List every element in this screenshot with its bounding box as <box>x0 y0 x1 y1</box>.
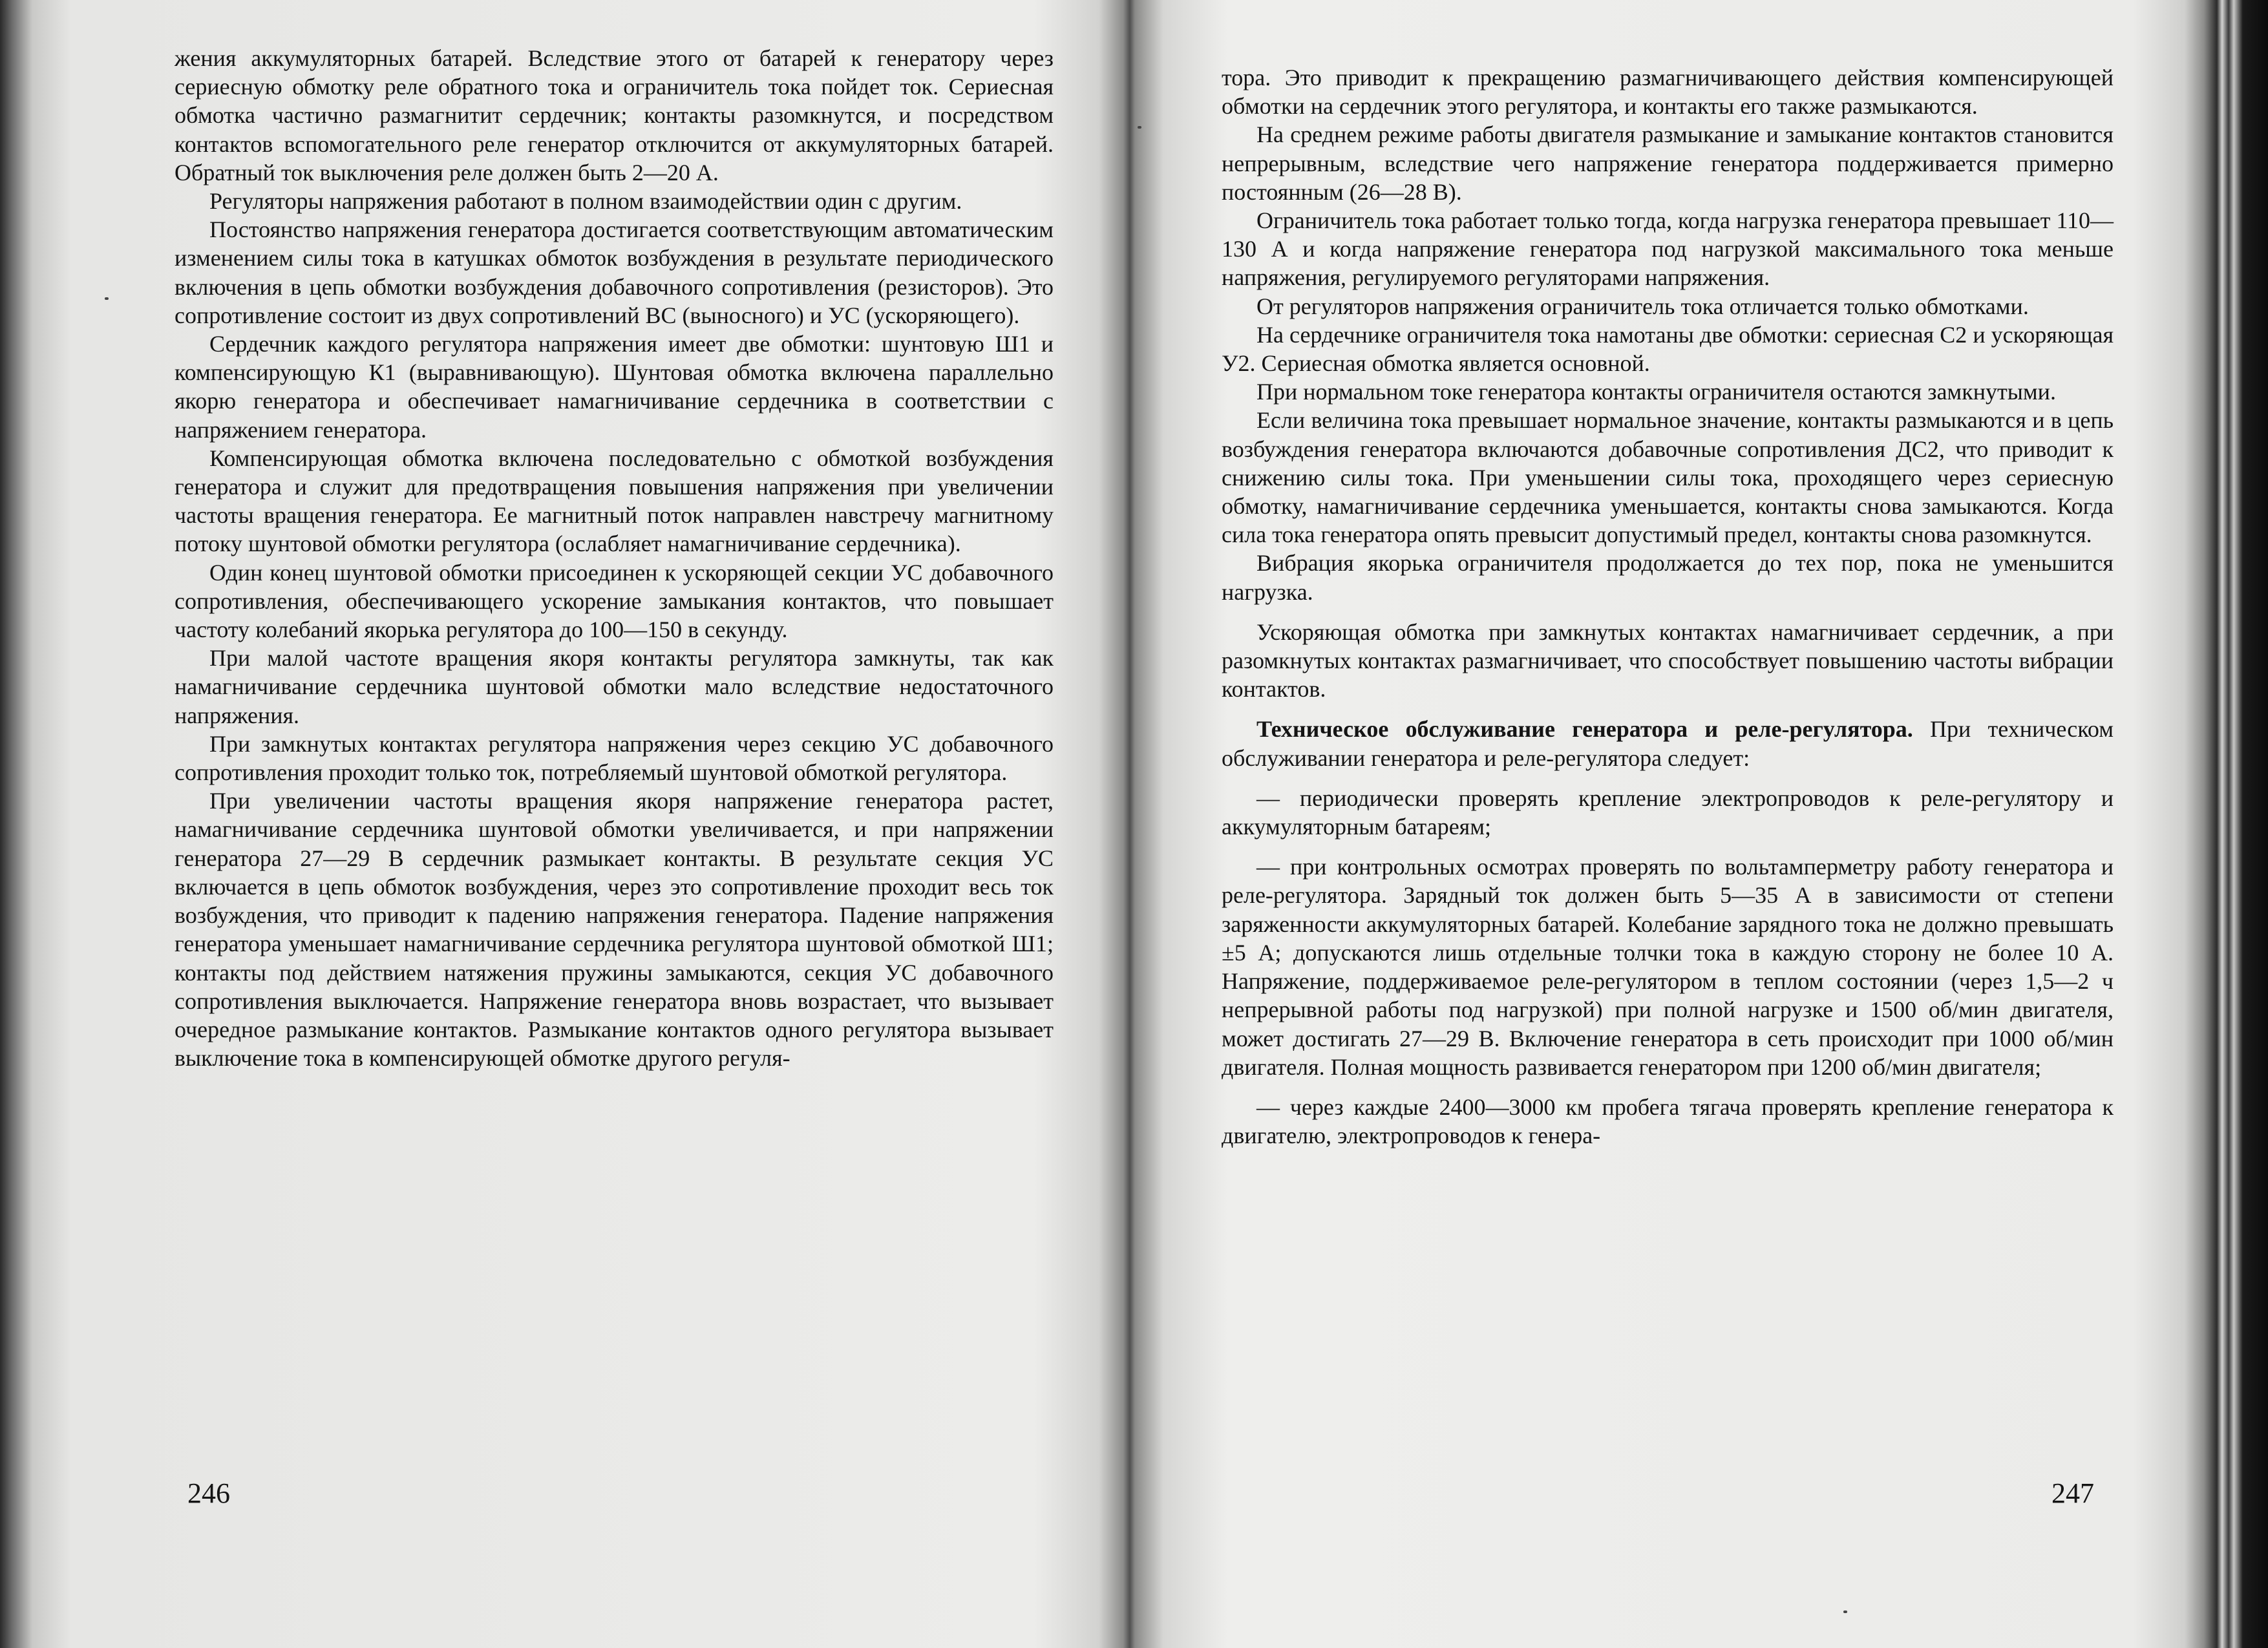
list-item: — периодически проверять крепление электропроводов к реле-регулятору и аккумуляторным батареям; <box>1222 785 2114 840</box>
scan-speck <box>105 297 109 300</box>
paragraph: При замкнутых контактах регулятора напряжения через секцию УС добавочного сопротивления проходит только ток, потребляемый шунтовой обмоткой регулятора. <box>175 730 1054 786</box>
section-text: При техническом обслуживании генератора и реле-регулятора следует: <box>1222 716 2114 771</box>
paragraph: Ускоряющая обмотка при замкнутых контактах намагничивает сердечник, а при разомкнутых контактах размагничивает, что способствует повышению частоты вибрации контактов. <box>1222 618 2114 703</box>
section-heading: Техническое обслуживание генератора и реле-регулятора. <box>1256 716 1913 743</box>
paragraph: Сердечник каждого регулятора напряжения имеет две обмотки: шунтовую Ш1 и компенсирующую К1 (выравнивающую). Шунтовая обмотка включена параллельно якорю генератора и обеспечивает намагничивание сердечника в соответствии с напряжением генератора. <box>175 331 1054 443</box>
paragraph: Вибрация якорька ограничителя продолжается до тех пор, пока не уменьшится нагрузка. <box>1222 550 2114 605</box>
paragraph: Если величина тока превышает нормальное значение, контакты размыкаются и в цепь возбуждения генератора включаются добавочные сопротивления ДС2, что приводит к снижению силы тока. При уменьшении силы тока, проходящего через сериесную обмотку, намагничивание сердечника уменьшается, контакты снова замыкаются. Когда сила тока генератора опять превысит допустимый предел, контакты снова разомкнутся. <box>1222 407 2114 548</box>
paragraph: На сердечнике ограничителя тока намотаны две обмотки: сериесная С2 и ускоряющая У2. Сериесная обмотка является основной. <box>1222 321 2114 377</box>
left-page-text <box>175 44 1054 1072</box>
paragraph: Регуляторы напряжения работают в полном взаимодействии один с другим. <box>209 188 962 215</box>
paragraph: При увеличении частоты вращения якоря напряжение генератора растет, намагничивание сердечника шунтовой обмотки увеличивается, и при напряжении генератора 27—29 В сердечник размыкает контакты. В результате секция УС включается в цепь обмоток возбуждения, через это сопротивление проходит весь ток возбуждения, что приводит к падению напряжения генератора. Падение напряжения генератора уменьшает намагничивание сердечника регулятора шунтовой обмоткой Ш1; контакты под действием натяжения пружины замыкаются, секция УС добавочного сопротивления выключается. Напряжение генератора вновь возрастает, что вызывает очередное размыкание контактов. Размыкание контактов одного регулятора вызывает выключение тока в компенсирующей обмотке другого регуля- <box>175 788 1054 1072</box>
scan-speck <box>1843 1611 1847 1613</box>
paragraph: тора. Это приводит к прекращению размагничивающего действия компенсирующей обмотки на сердечник этого регулятора, и контакты его также размыкаются. <box>1222 65 2114 120</box>
paragraph: Компенсирующая обмотка включена последовательно с обмоткой возбуждения генератора и служит для предотвращения повышения напряжения при увеличении частоты вращения генератора. Ее магнитный поток направлен навстречу магнитному потоку шунтовой обмотки регулятора (ослабляет намагничивание сердечника). <box>175 445 1054 557</box>
page-number: 247 <box>2051 1477 2094 1509</box>
list-item: — через каждые 2400—3000 км пробега тягача проверять крепление генератора к двигателю, электропроводов к генера- <box>1222 1093 2114 1149</box>
right-page <box>1202 0 2133 1648</box>
paragraph: На среднем режиме работы двигателя размыкание и замыкание контактов становится непрерывным, вследствие чего напряжение генератора поддерживается примерно постоянным (26—28 В). <box>1222 121 2114 205</box>
paragraph: От регуляторов напряжения ограничитель тока отличается только обмотками. <box>1256 293 2029 319</box>
paragraph: При нормальном токе генератора контакты ограничителя остаются замкнутыми. <box>1256 379 2056 405</box>
paragraph: Ограничитель тока работает только тогда, когда нагрузка генератора превышает 110—130 А и когда напряжение генератора под нагрузкой максимального тока меньше напряжения, регулируемого регуляторами напряжения. <box>1222 207 2114 291</box>
left-page <box>155 0 1073 1648</box>
paragraph: Постоянство напряжения генератора достигается соответствующим автоматическим изменением силы тока в катушках обмоток возбуждения в результате периодического включения в цепь обмотки возбуждения добавочного сопротивления (резисторов). Это сопротивление состоит из двух сопротивлений ВС (выносного) и УС (ускоряющего). <box>175 217 1054 328</box>
page-number: 246 <box>187 1477 230 1509</box>
section-paragraph <box>1222 715 2114 772</box>
right-page-text <box>1222 63 2114 1150</box>
scan-speck <box>1138 126 1141 129</box>
list-item: — при контрольных осмотрах проверять по вольтамперметру работу генератора и реле-регулятора. Зарядный ток должен быть 5—35 А в зависимости от степени заряженности аккумуляторных батарей. Колебание зарядного тока не должно превышать ±5 А; допускаются лишь отдельные толчки тока в каждую сторону не более 10 А. Напряжение, поддерживаемое реле-регулятором в теплом состоянии (через 1,5—2 ч непрерывной работы под нагрузкой) при полной нагрузке и 1500 об/мин двигателя, может достигать 27—29 В. Включение генератора в сеть происходит при 1000 об/мин двигателя. Полная мощность развивается генератором при 1200 об/мин двигателя; <box>1222 854 2114 1080</box>
paragraph: При малой частоте вращения якоря контакты регулятора замкнуты, так как намагничивание сердечника шунтовой обмотки мало вследствие недостаточного напряжения. <box>175 645 1054 728</box>
paragraph: жения аккумуляторных батарей. Вследствие этого от батарей к генератору через сериесную обмотку реле обратного тока и ограничитель тока пойдет ток. Сериесная обмотка частично размагнитит сердечник; контакты разомкнутся, и посредством контактов вспомогательного реле генератор отключится от аккумуляторных батарей. Обратный ток выключения реле должен быть 2—20 А. <box>175 45 1054 185</box>
paragraph: Один конец шунтовой обмотки присоединен к ускоряющей секции УС добавочного сопротивления, обеспечивающего ускорение замыкания контактов, что повышает частоту колебаний якорька регулятора до 100—150 в секунду. <box>175 559 1054 643</box>
